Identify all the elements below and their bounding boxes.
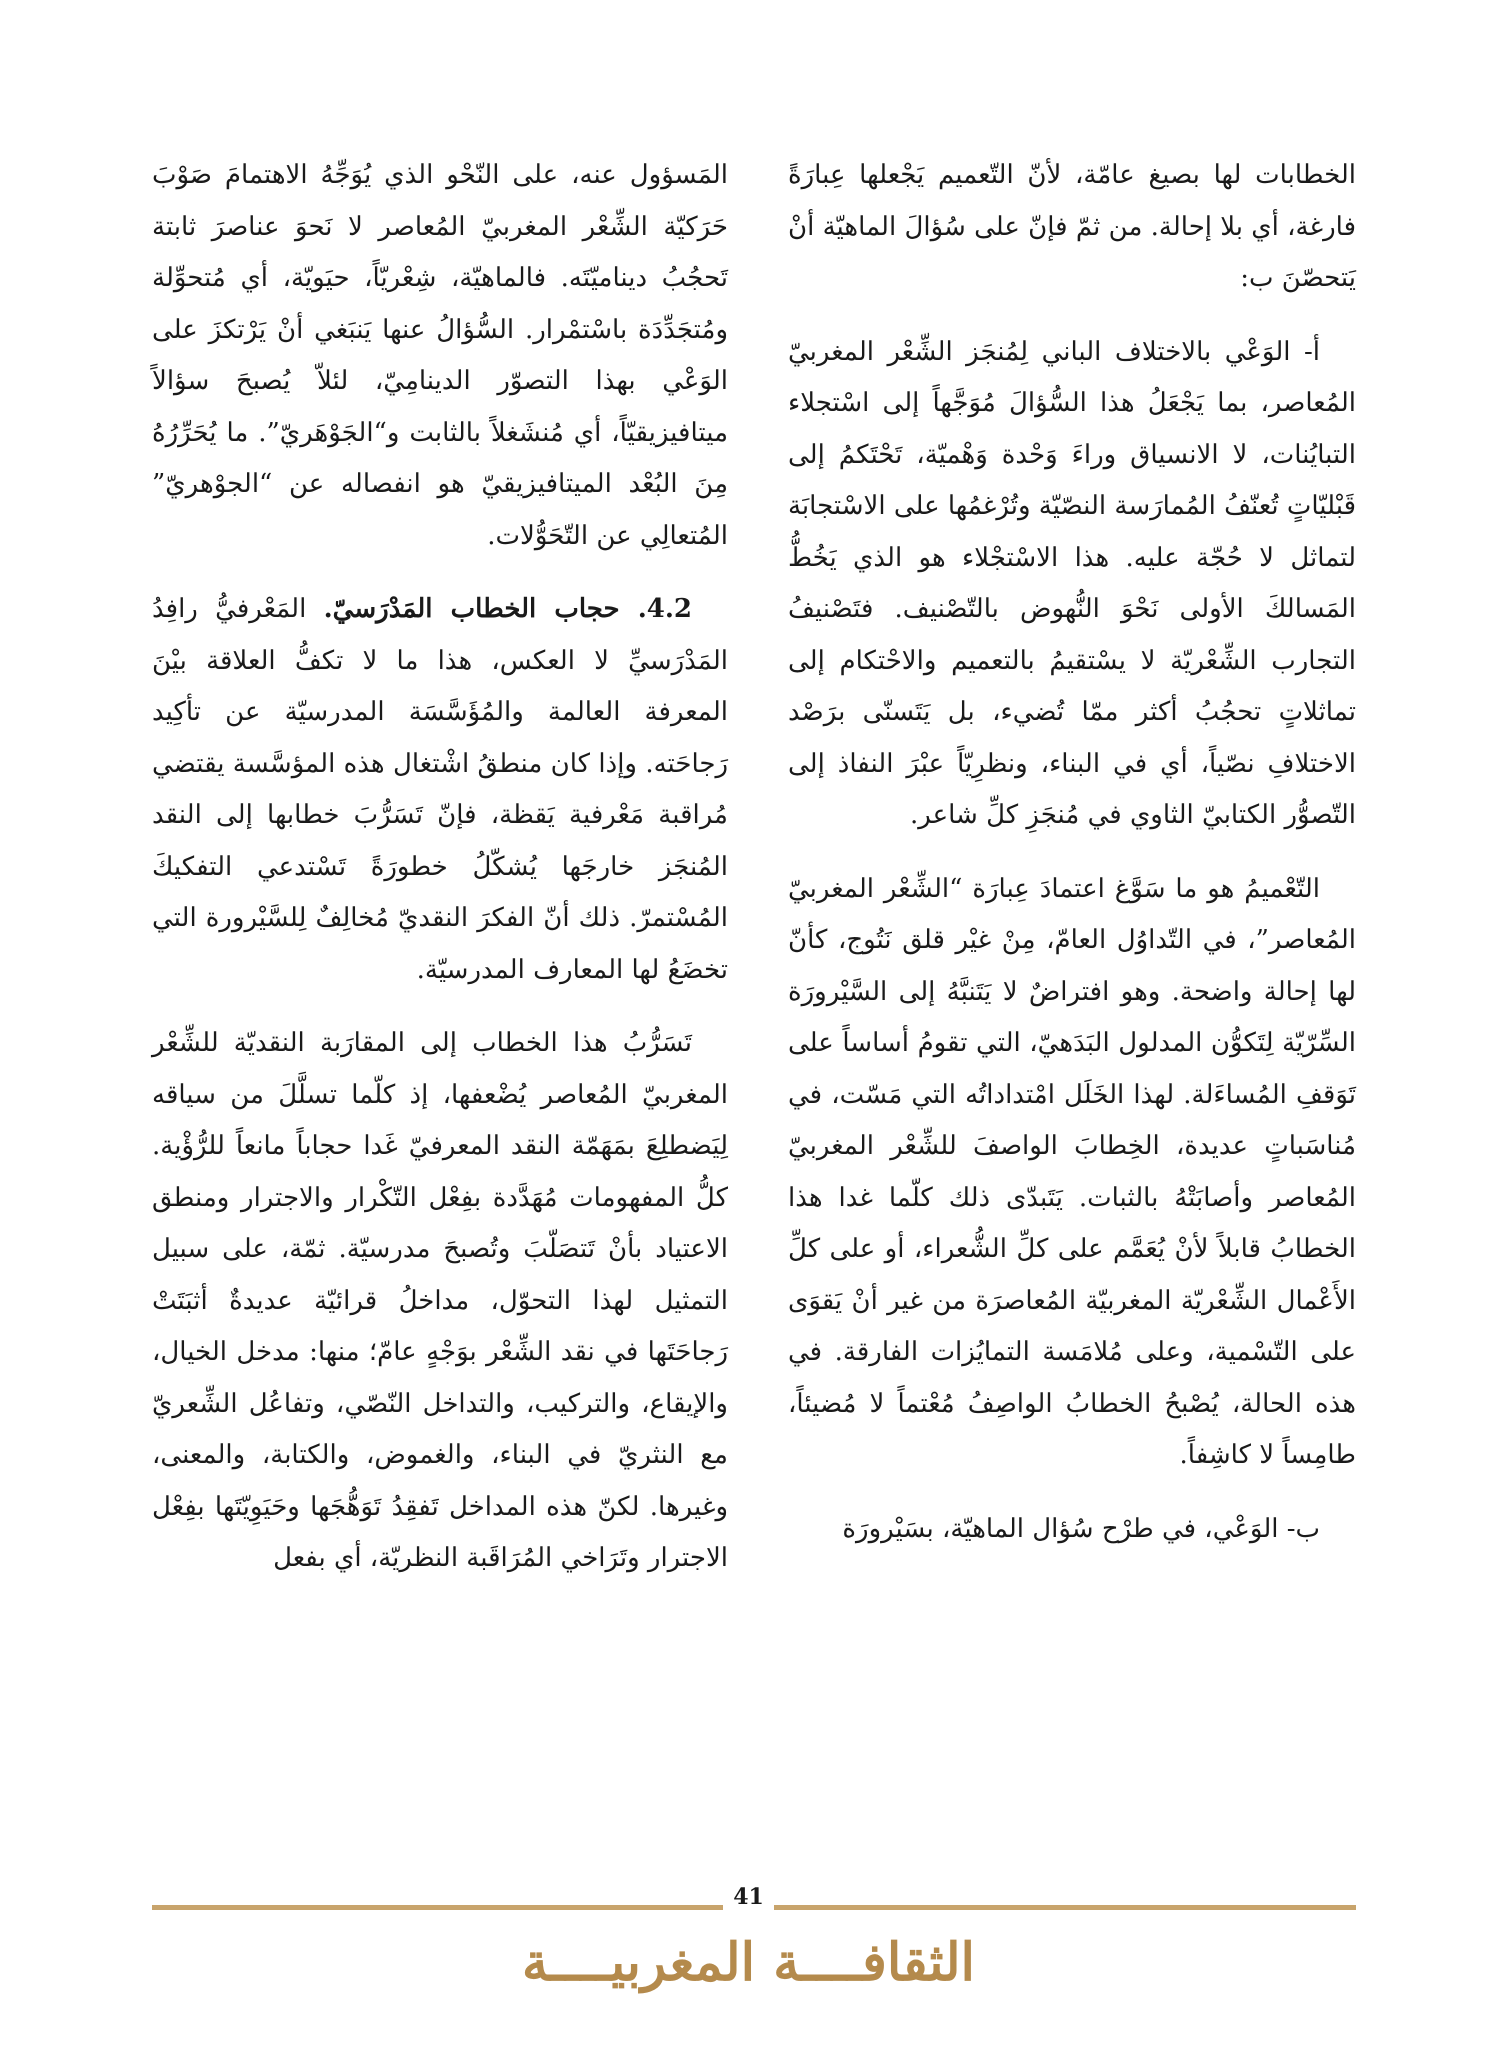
magazine-title: الثقافــــة المغربيــــة (521, 1932, 976, 1993)
paragraph: التّعْميمُ هو ما سَوَّغ اعتمادَ عِبارَة “الشِّعْر المغربيّ المُعاصر”، في التّداوُل العامّ، مِنْ غيْر قلق نَتُوج، كأنّ لها إحالة واضحة. وهو افتراضٌ لا يَتَنبَّهُ إلى السَّيْرورَة السِّرّيّة لِتَكوُّن المدلول البَدَهيّ، التي تقومُ أساساً على تَوَقفِ المُساءَلة. لهذا الخَلَل امْتداداتُه التي مَسّت، في مُناسَباتٍ عديدة، الخِطابَ الواصفَ للشِّعْر المغربيّ المُعاصر وأصابَتْهُ بالثبات. يَتَبدّى ذلك كلّما غدا هذا الخطابُ قابلاً لأنْ يُعَمَّم على كلِّ الشُّعراء، أو على كلِّ الأَعْمال الشِّعْريّة المغربيّة المُعاصرَة من غير أنْ يَقوَى على التّسْمية، وعلى مُلامَسة التمايُزات الفارقة. في هذه الحالة، يُصْبحُ الخطابُ الواصِفُ مُعْتماً لا مُضيئاً، طامِساً لا كاشِفاً. (788, 873, 1356, 1470)
paragraph: أ- الوَعْي بالاختلاف الباني لِمُنجَز الشِّعْر المغربيّ المُعاصر، بما يَجْعَلُ هذا السُّؤالَ مُوَجَّهاً إلى اسْتجلاء التبايُنات، لا الانسياق وراءَ وَحْدة وَهْميّة، تَحْتَكمُ إلى قَبْليّاتٍ تُعنّفُ المُمارَسة النصّيّة وتُرْغمُها على الاسْتجابَة لتماثل لا حُجّة عليه. هذا الاسْتجْلاء هو الذي يَخُطُّ المَسالكَ الأولى نَحْوَ النُّهوض بالتّصْنيف. فتَصْنيفُ التجارب الشِّعْريّة لا يسْتقيمُ بالتعميم والاحْتكام إلى تماثلاتٍ تحجُبُ أكثر ممّا تُضيء، بل يَتَسنّى برَصْد الاختلافِ نصّياً، أي في البناء، ونظرِيّاً عبْرَ النفاذ إلى التّصوُّر الكتابيّ الثاوي في مُنجَزِ كلِّ شاعر. (787, 336, 1356, 830)
paragraph: المَسؤول عنه، على النّحْو الذي يُوَجِّهُ الاهتمامَ صَوْبَ حَرَكيّة الشِّعْر المغربيّ المُعاصر لا نَحوَ عناصرَ ثابتة تَحجُبُ ديناميّتَه. فالماهيّة، شِعْريّاً، حيَويّة، أي مُتحوِّلة ومُتجَدِّدَة باسْتمْرار. السُّؤالُ عنها يَنبَغي أنْ يَرْتكزَ على الوَعْي بهذا التصوّر الدينامِيّ، لئلاّ يُصبحَ سؤالاً ميتافيزيقيّاً، أي مُنشَغلاً بالثابت و“الجَوْهَريّ”. ما يُحَرِّرُهُ مِنَ البُعْد الميتافيزيقيّ هو انفصاله عن “الجوْهريّ” المُتعالِي عن التّحَوُّلات. (152, 160, 728, 551)
left-column (152, 150, 728, 1607)
paragraph: ب- الوَعْي، في طرْح سُؤال الماهيّة، بسَيْرورَة (842, 1513, 1320, 1544)
section-heading: 4.2. حجاب الخطاب المَدْرَسيّ. (323, 594, 692, 624)
section-body: المَعْرفيُّ رافِدُ المَدْرَسيِّ لا العكس، هذا ما لا تكفُّ العلاقة بيْنَ المعرفة العالمة والمُؤَسَّسَة المدرسيّة عن تأكِيد رَجاحَته. وإذا كان منطقُ اشْتغال هذه المؤسَّسة يقتضي مُراقبة مَعْرفية يَقظة، فإنّ تَسَرُّبَ خطابها إلى النقد المُنجَز خارجَها يُشكّلُ خطورَةً تَسْتدعي التفكيكَ المُسْتمرّ. ذلك أنّ الفكرَ النقديّ مُخالِفٌ لِلسَّيْرورة التي تخضَعُ لها المعارف المدرسيّة. (152, 594, 728, 985)
page-number (0, 1884, 1497, 1910)
right-column (788, 150, 1356, 1577)
paragraph: الخطابات لها بصيغ عامّة، لأنّ التّعميم يَجْعلها عِبارَةً فارغة، أي بلا إحالة. من ثمّ فإنّ على سُؤالَ الماهيّة أنْ يَتحصّنَ ب: (788, 160, 1356, 293)
page-number-text: 41 (723, 1884, 774, 1910)
paragraph: تَسَرُّبُ هذا الخطاب إلى المقارَبة النقديّة للشِّعْر المغربيّ المُعاصر يُضْعفها، إذ كلّما تسلَّلَ من سياقه لِيَضطلِعَ بمَهَمّة النقد المعرفيّ غَدا حجاباً مانعاً للرُّؤْية. كلُّ المفهومات مُهَدَّدة بفِعْل التّكْرار والاجترار ومنطق الاعتياد بأنْ تَتصَلّبَ وتُصبحَ مدرسيّة. ثمّة، على سبيل التمثيل لهذا التحوّل، مداخلُ قرائيّة عديدةٌ أثبَتَتْ رَجاحَتَها في نقد الشِّعْر بوَجْهٍ عامّ؛ منها: مدخل الخيال، والإيقاع، والتركيب، والتداخل النّصّي، وتفاعُل الشِّعريّ مع النثريّ في البناء، والغموض، والكتابة، والمعنى، وغيرها. لكنّ هذه المداخل تَفقِدُ تَوَهُّجَها وحَيَوِيّتَها بفِعْل الاجترار وتَرَاخي المُرَاقَبة النظريّة، أي بفعل (152, 1028, 728, 1573)
section-paragraph (152, 584, 728, 996)
